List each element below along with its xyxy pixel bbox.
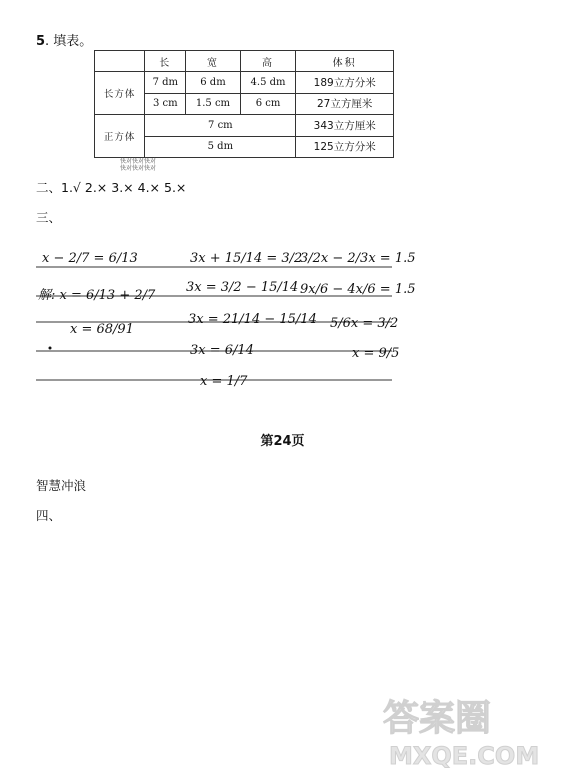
watermark-line: 快对快对快对 — [120, 158, 157, 165]
answer-section-3: 三、 — [36, 210, 62, 225]
section-4-label: 四、 — [36, 508, 62, 523]
table-cell: 6 cm — [240, 93, 296, 115]
hw-col1-line1: x − 2/7 = 6/13 — [42, 251, 138, 266]
question-text: . 填表。 — [45, 34, 93, 49]
hw-col1-line3: x = 68/91 — [70, 322, 134, 337]
hw-col2-line4: 3x = 6/14 — [190, 343, 254, 358]
section-title: 智慧冲浪 — [36, 478, 87, 493]
hw-col3-line1: 3/2x − 2/3x = 1.5 — [300, 251, 416, 266]
header-height: 高 — [240, 51, 296, 72]
hw-col3-line3: 5/6x = 3/2 — [330, 316, 399, 331]
answer-section-2: 二、1.√ 2.× 3.× 4.× 5.× — [36, 180, 187, 195]
cube-label: 正方体 — [95, 115, 145, 158]
hw-col3-line4: x = 9/5 — [352, 346, 400, 361]
corner-cell — [95, 51, 145, 72]
ink-dot — [49, 347, 52, 350]
page-title: 第24页 — [260, 434, 305, 449]
header-length: 长 — [145, 51, 186, 72]
hw-col2-line1: 3x + 15/14 = 3/2 — [190, 251, 303, 266]
table-cell-volume: 343立方厘米 — [296, 115, 394, 137]
header-width: 宽 — [186, 51, 240, 72]
logo-text-bottom: MXQE.COM — [389, 742, 540, 770]
table-cell: 7 dm — [145, 72, 186, 94]
logo-text-top: 答案圈 — [383, 698, 492, 739]
header-volume: 体积 — [296, 51, 394, 72]
table-cell-volume: 189立方分米 — [296, 72, 394, 94]
hw-col1-line2: 解: x = 6/13 + 2/7 — [38, 288, 156, 303]
table-cell-volume: 27立方厘米 — [296, 93, 394, 115]
table-cell-volume: 125立方分米 — [296, 136, 394, 158]
site-logo — [375, 690, 550, 770]
table-cell-edge: 5 dm — [145, 136, 296, 158]
small-watermark — [120, 158, 156, 172]
cuboid-label: 长方体 — [95, 72, 145, 115]
table-cell-edge: 7 cm — [145, 115, 296, 137]
table-row — [95, 115, 394, 137]
table-cell: 1.5 cm — [186, 93, 240, 115]
hw-col2-line3: 3x = 21/14 − 15/14 — [188, 312, 317, 327]
question-5 — [36, 30, 92, 49]
handwritten-solutions — [0, 225, 565, 405]
question-number: 5 — [36, 34, 46, 49]
table-cell: 4.5 dm — [240, 72, 296, 94]
hw-col2-line5: x = 1/7 — [200, 374, 248, 389]
table-cell: 6 dm — [186, 72, 240, 94]
volume-table — [94, 50, 394, 158]
hw-col3-line2: 9x/6 − 4x/6 = 1.5 — [300, 282, 416, 297]
table-header-row — [95, 51, 394, 72]
table-row — [95, 72, 394, 94]
watermark-line: 快对快对快对 — [120, 165, 157, 172]
hw-col2-line2: 3x = 3/2 − 15/14 — [186, 280, 299, 295]
table-cell: 3 cm — [145, 93, 186, 115]
